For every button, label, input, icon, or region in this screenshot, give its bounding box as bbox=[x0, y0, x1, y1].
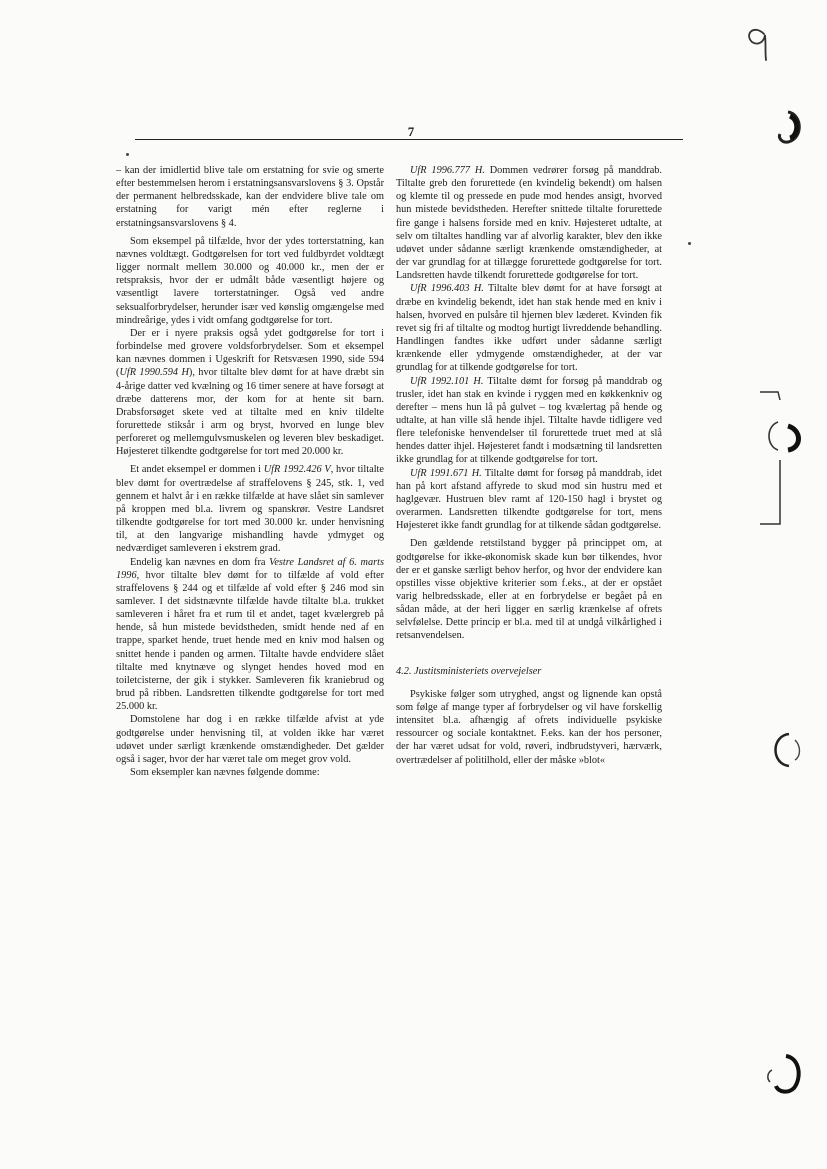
paragraph: Som eksempel på tilfælde, hvor der ydes torterstatning, kan nævnes voldtægt. Godtgørelsen for tort ved fuldbyrdet voldtægt ligger normalt mellem 30.000 og 40.000 kr., men der er retspraksis, hvor der er udmålt både væsentligt højere og væsentligt lavere torterstatninger. Også ved andre seksualforbrydelser, herunder især ved kønslig omgængelse med mindreårige, ydes i vidt omfang godtgørelse for tort. bbox=[116, 235, 384, 326]
paragraph: Domstolene har dog i en række tilfælde afvist at yde godtgørelse under henvisning til, at volden ikke har været udøvet under særligt krænkende omstændigheder. Det gælder også i sager, hvor der har været tale om meget grov vold. bbox=[116, 714, 384, 765]
paragraph: Endelig kan nævnes en dom fra Vestre Landsret af 6. marts 1996, hvor tiltalte blev dømt for to tilfælde af vold efter straffelovens § 244 og et tilfælde af vold efter § 246 mod sin samlever. I det sidstnævnte tilfælde havde tiltalte bl.a. trukket samleveren i håret fra et rum til et andet, taget kvælergreb på hende, så hun mistede bevidstheden, smidt hende ned af en trappe, sparket hende, truet hende med en kniv mod halsen og snittet hende i panden og armen. Tiltalte havde endvidere slået tiltalte med knytnæve og slynget hendes hoved mod en toiletcisterne, der gik i stykker. Samleveren fik kraniebrud og brud på ribben. Landsretten tilkendte godtgørelse for tort med 25.000 kr. bbox=[116, 556, 384, 713]
paragraph: – kan der imidlertid blive tale om erstatning for svie og smerte efter bestemmelsen herom i erstatningsansvarslovens § 3. Opstår der permanent helbredsskade, kan der endvidere blive tale om erstatning for varigt mén efter reglerne i erstatningsansvarslovens § 4. bbox=[116, 165, 384, 229]
paragraph: Den gældende retstilstand bygger på princippet om, at godtgørelse for ikke-økonomisk skade kun bør tilkendes, hvor der er et ganske særligt behov herfor, og hvor der endvidere kan opstilles visse objektive kriterier som f.eks., at der er opstået varig helbredsskade, eller at en forbrydelse er begået på en sådan måde, at der heri ligger en særlig krænkelse af ofrets selvfølelse. Dette princip er bl.a. med til at undgå vilkårlighed i retsanvendelsen. bbox=[396, 538, 662, 642]
left-column bbox=[116, 164, 384, 779]
case-citation: UfR 1992.101 H. bbox=[410, 375, 484, 387]
section-heading: 4.2. Justitsministeriets overvejelser bbox=[396, 665, 542, 677]
case-citation: UfR 1996.777 H. bbox=[410, 165, 485, 176]
case-summary: UfR 1991.671 H. Tiltalte dømt for forsøg på manddrab, idet han på kort afstand affyrede to skud mod sin hustru med et haglgevær. Hustruen blev ramt af 120-150 hagl i brystet og overarmen. Landsretten tilkendte godtgørelse for tort, mens Højesteret ikke fandt grundlag for at tilkende sådan godtgørelse. bbox=[396, 467, 662, 532]
paragraph: Der er i nyere praksis også ydet godtgørelse for tort i forbindelse med grovere voldsforbrydelser. Som et eksempel kan nævnes dommen i Ugeskrift for Retsvæsen 1990, side 594 (UfR 1990.594 H), hvor tiltalte blev dømt for at have dræbt sin 4-årige datter ved kvælning og 16 timer senere at have forsøgt at dræbe datterens mor, der kom for at hente sit barn. Drabsforsøget skete ved at tiltalte med en kniv tildelte forurettede stiksår i arm og bryst, hvorved en lunge blev perforeret og mellemgulvsmuskelen og leveren blev beskadiget. Højesteret tilkendte godtgørelse for tort med 20.000 kr. bbox=[116, 327, 384, 458]
case-citation: UfR 1991.671 H. bbox=[410, 467, 482, 479]
case-citation: Vestre Landsret af 6. marts 1996 bbox=[116, 556, 384, 581]
case-citation: UfR 1990.594 H bbox=[119, 367, 189, 379]
handwritten-page-number bbox=[740, 18, 780, 66]
binder-hole-mark bbox=[765, 730, 805, 770]
right-column bbox=[396, 164, 662, 767]
paragraph: Et andet eksempel er dommen i UfR 1992.426 V, hvor tiltalte blev dømt for overtrædelse af straffelovens § 245, stk. 1, ved gennem et halvt år i en række tilfælde at have slået sin samlever på kroppen med bl.a. livrem og spanskrør. Vestre Landsret tilkendte godtgørelse for tort med 30.000 kr. under henvisning til, at den langvarige mishandling havde ydmyget og nedværdiget samleveren i ekstrem grad. bbox=[116, 464, 384, 555]
speck bbox=[688, 242, 691, 245]
case-summary: UfR 1992.101 H. Tiltalte dømt for forsøg på manddrab og trusler, idet han stak en kvinde i ryggen med en køkkenkniv og derefter – mens hun lå på gulvet – tog kvælertag på hende og udtalte, at han ville slå hende ihjel. Tiltalte havde tidligere ved flere telefoniske henvendelser til forurettede truet med at slå hendes datter ihjel. Højesteret fandt i modsætning til landsretten ikke grundlag for at tilkende godtgørelse for tort. bbox=[396, 375, 662, 466]
paragraph: Psykiske følger som utryghed, angst og lignende kan opstå som følge af mange typer af forbrydelser og vil have forskellig intensitet bl.a. afhængig af ofrets individuelle psykiske ressourcer og sociale kontaktnet. F.eks. kan der hos personer, der har været udsat for vold, røveri, indbrudstyveri, hærværk, overtrædelser af politilhold, eller der måske »blot« bbox=[396, 688, 662, 766]
case-citation: UfR 1992.426 V bbox=[263, 464, 331, 476]
case-summary: UfR 1996.777 H. Dommen vedrører forsøg på manddrab. Tiltalte greb den forurettede (en kvindelig bekendt) om halsen og klemte til og pressede en pude mod hendes ansigt, hvorved hun mistede bevidstheden. Herefter snittede tiltalte forurettede fire gange i halsens forside med en kniv. Højesteret udtalte, at selv om tiltaltes handling var af alvorlig karakter, blev den ikke udøvet under sådanne særligt krænkende omstændigheder, at der var grundlag for at tillægge forurettede godtgørelse for tort. Landsretten havde tilkendt forurettede godtgørelse for tort. bbox=[396, 165, 662, 282]
speck bbox=[126, 153, 129, 156]
header-rule bbox=[135, 139, 683, 140]
binder-hole-mark bbox=[760, 1052, 806, 1098]
binder-hole-mark bbox=[760, 108, 810, 146]
paragraph: Som eksempler kan nævnes følgende domme: bbox=[130, 767, 320, 779]
binder-hole-mark bbox=[758, 390, 808, 530]
case-citation: UfR 1996.403 H. bbox=[410, 283, 484, 295]
page-number: 7 bbox=[407, 124, 415, 139]
case-summary: UfR 1996.403 H. Tiltalte blev dømt for at have forsøgt at dræbe en kvindelig bekendt, idet han stak hende med en kniv i halsen, hvorved en pulsåre til hjernen blev læderet. Kvinden fik revet sig fri af tiltalte og modtog hurtigt livreddende behandling. Handlingen fandtes ikke udført under sådanne særligt krænkende eller ydmygende omstændigheder, at der var grundlag for at tilkende godtgørelse for tort. bbox=[396, 283, 662, 374]
